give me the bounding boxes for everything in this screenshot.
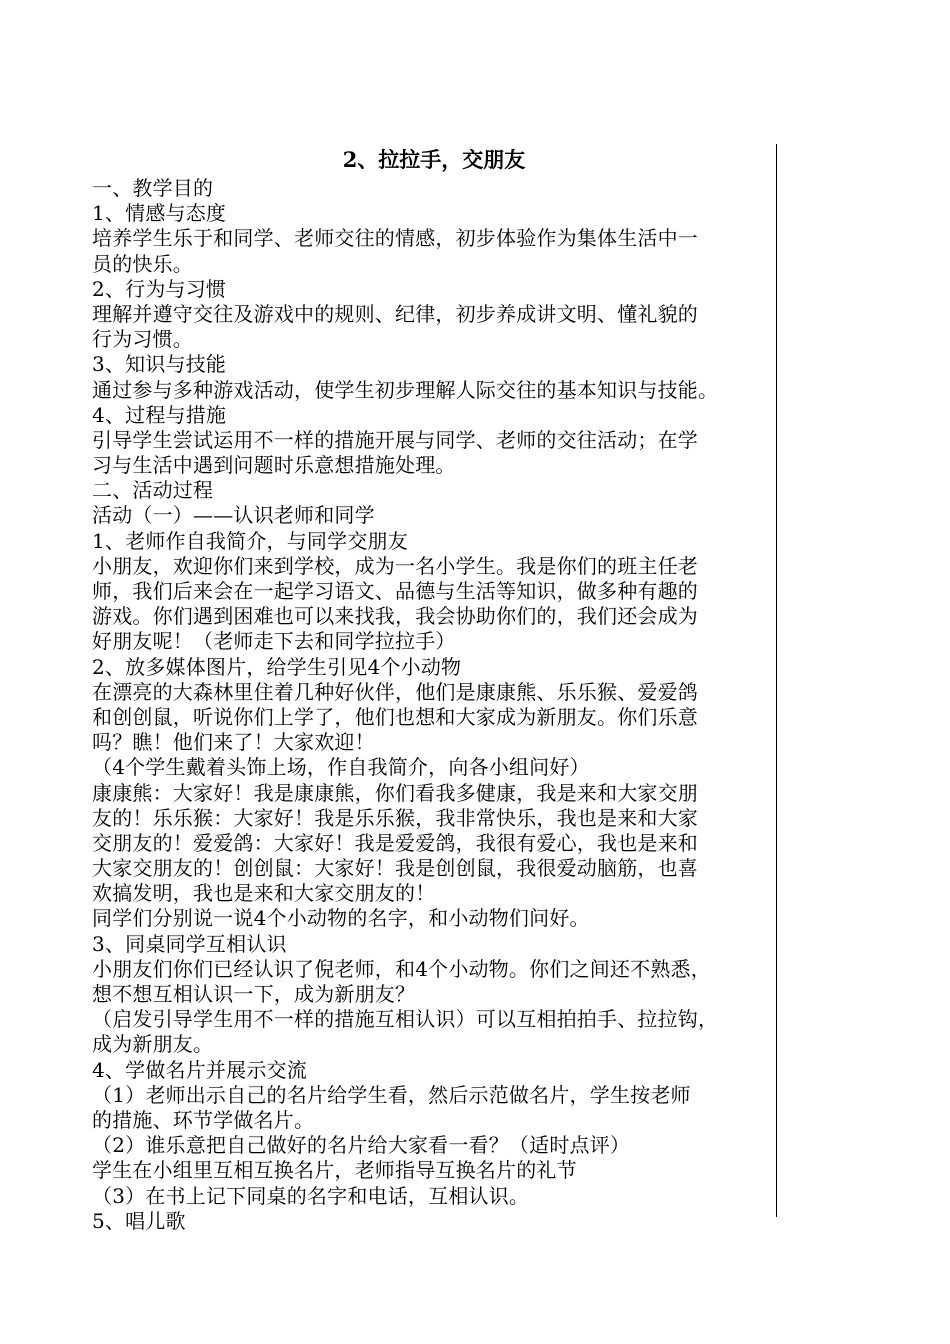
text-line: 好朋友呢！（老师走下去和同学拉拉手） <box>92 629 456 654</box>
step-heading-4: 4、学做名片并展示交流 <box>92 1057 307 1082</box>
subheading-emotion: 1、情感与态度 <box>92 201 227 226</box>
text-line: 引导学生尝试运用不一样的措施开展与同学、老师的交往活动；在学 <box>92 427 698 452</box>
text-line: 同学们分别说一说4个小动物的名字，和小动物们问好。 <box>92 906 590 931</box>
step-heading-1: 1、老师作自我简介，与同学交朋友 <box>92 528 408 553</box>
text-line: （4个学生戴着头饰上场，作自我简介，向各小组问好） <box>92 755 590 780</box>
text-line: 友的！乐乐猴：大家好！我是乐乐猴，我非常快乐，我也是来和大家 <box>92 805 698 830</box>
subheading-knowledge: 3、知识与技能 <box>92 352 227 377</box>
text-line: 小朋友们你们已经认识了倪老师，和4个小动物。你们之间还不熟悉， <box>92 956 711 981</box>
text-line: （1）老师出示自己的名片给学生看，然后示范做名片，学生按老师 <box>92 1082 691 1107</box>
text-line: 大家交朋友的！创创鼠：大家好！我是创创鼠，我很爱动脑筋，也喜 <box>92 856 698 881</box>
step-heading-2: 2、放多媒体图片，给学生引见4个小动物 <box>92 654 462 679</box>
text-line: 交朋友的！爱爱鸽：大家好！我是爱爱鸽，我很有爱心，我也是来和 <box>92 830 698 855</box>
section-heading-activity: 二、活动过程 <box>92 478 214 503</box>
text-line: 员的快乐。 <box>92 251 193 276</box>
text-line: 的措施、环节学做名片。 <box>92 1107 315 1132</box>
subheading-process: 4、过程与措施 <box>92 402 227 427</box>
text-line: 吗？瞧！他们来了！大家欢迎！ <box>92 730 375 755</box>
text-line: （3）在书上记下同桌的名字和电话，互相认识。 <box>92 1183 530 1208</box>
text-line: 通过参与多种游戏活动，使学生初步理解人际交往的基本知识与技能。 <box>92 377 719 402</box>
text-line: 习与生活中遇到问题时乐意想措施处理。 <box>92 453 456 478</box>
text-line: 康康熊：大家好！我是康康熊，你们看我多健康，我是来和大家交朋 <box>92 780 698 805</box>
document-title: 2、拉拉手，交朋友 <box>342 147 526 172</box>
text-line: 想不想互相认识一下，成为新朋友？ <box>92 982 416 1006</box>
text-line: 和创创鼠，听说你们上学了，他们也想和大家成为新朋友。你们乐意 <box>92 704 698 729</box>
text-line: （启发引导学生用不一样的措施互相认识）可以互相拍拍手、拉拉钩， <box>92 1007 719 1032</box>
text-line: 学生在小组里互相互换名片，老师指导互换名片的礼节 <box>92 1158 577 1183</box>
text-line: 欢搞发明，我也是来和大家交朋友的！ <box>92 881 436 906</box>
text-line: 师，我们后来会在一起学习语文、品德与生活等知识，做多种有趣的 <box>92 579 698 603</box>
document-body <box>92 144 782 1234</box>
text-line: 理解并遵守交往及游戏中的规则、纪律，初步养成讲文明、懂礼貌的 <box>92 301 698 326</box>
text-line: 行为习惯。 <box>92 327 193 352</box>
text-line: 小朋友，欢迎你们来到学校，成为一名小学生。我是你们的班主任老 <box>92 553 698 578</box>
text-line: 在漂亮的大森林里住着几种好伙伴，他们是康康熊、乐乐猴、爱爱鸽 <box>92 679 698 704</box>
subheading-behavior: 2、行为与习惯 <box>92 276 227 301</box>
activity-heading: 活动（一）——认识老师和同学 <box>92 503 375 528</box>
text-line: 成为新朋友。 <box>92 1032 214 1057</box>
text-line: 游戏。你们遇到困难也可以来找我，我会协助你们的，我们还会成为 <box>92 604 698 629</box>
text-line: （2）谁乐意把自己做好的名片给大家看一看？（适时点评） <box>92 1133 631 1158</box>
text-line: 培养学生乐于和同学、老师交往的情感，初步体验作为集体生活中一 <box>92 226 698 251</box>
section-heading-objectives: 一、教学目的 <box>92 176 214 200</box>
step-heading-5: 5、唱儿歌 <box>92 1208 186 1233</box>
step-heading-3: 3、同桌同学互相认识 <box>92 931 287 956</box>
